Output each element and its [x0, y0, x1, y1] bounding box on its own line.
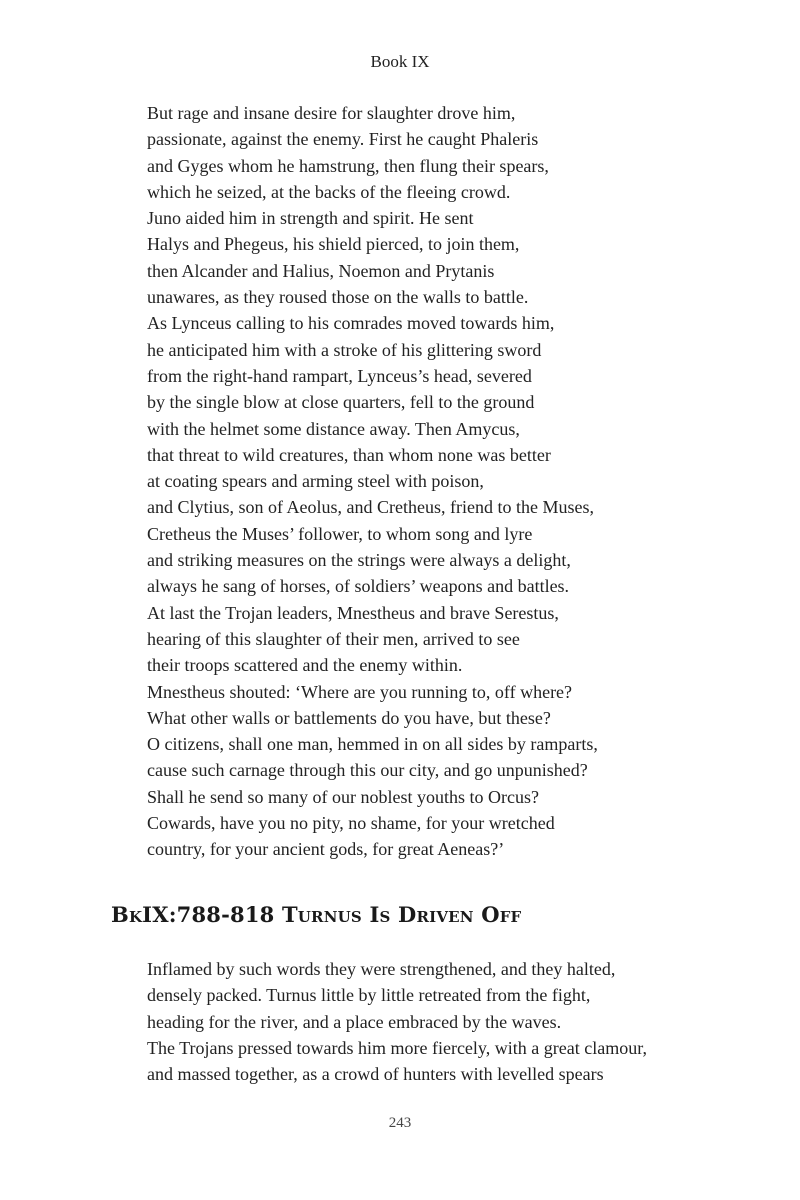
verse-passage-1: [147, 100, 598, 863]
verse-line: and Gyges whom he hamstrung, then flung their spears,: [147, 155, 549, 176]
verse-line: Halys and Phegeus, his shield pierced, to join them,: [147, 234, 520, 255]
verse-line: The Trojans pressed towards him more fiercely, with a great clamour,: [147, 1037, 647, 1058]
verse-line: But rage and insane desire for slaughter drove him,: [147, 103, 516, 123]
verse-line: and striking measures on the strings were always a delight,: [147, 550, 571, 571]
verse-line: then Alcander and Halius, Noemon and Prytanis: [147, 260, 495, 281]
running-head: Book IX: [370, 52, 430, 71]
verse-line: Juno aided him in strength and spirit. He sent: [147, 208, 474, 229]
verse-line: O citizens, shall one man, hemmed in on all sides by ramparts,: [147, 734, 598, 755]
verse-line: heading for the river, and a place embraced by the waves.: [147, 1011, 562, 1032]
verse-line: that threat to wild creatures, than whom none was better: [147, 444, 551, 465]
verse-line: their troops scattered and the enemy within.: [147, 655, 463, 676]
verse-line: At last the Trojan leaders, Mnestheus and brave Serestus,: [147, 602, 559, 623]
verse-line: at coating spears and arming steel with poison,: [147, 471, 484, 492]
verse-line: with the helmet some distance away. Then Amycus,: [147, 418, 520, 439]
verse-line: country, for your ancient gods, for great Aeneas?’: [147, 839, 505, 860]
verse-line: always he sang of horses, of soldiers’ weapons and battles.: [147, 576, 570, 597]
section-heading: BkIX:788-818 Turnus Is Driven Off: [111, 902, 522, 927]
verse-line: he anticipated him with a stroke of his glittering sword: [147, 339, 542, 360]
verse-line: unawares, as they roused those on the walls to battle.: [147, 287, 529, 308]
verse-line: Mnestheus shouted: ‘Where are you running to, off where?: [147, 681, 573, 702]
page-number: 243: [388, 1115, 412, 1131]
verse-line: As Lynceus calling to his comrades moved towards him,: [147, 313, 555, 334]
verse-line: Cowards, have you no pity, no shame, for your wretched: [147, 813, 555, 834]
verse-passage-2: [147, 956, 647, 1087]
verse-line: cause such carnage through this our city, and go unpunished?: [147, 760, 588, 781]
verse-line: Cretheus the Muses’ follower, to whom song and lyre: [147, 523, 533, 544]
verse-line: passionate, against the enemy. First he caught Phaleris: [147, 129, 539, 150]
verse-line: which he seized, at the backs of the fleeing crowd.: [147, 181, 511, 202]
verse-line: by the single blow at close quarters, fell to the ground: [147, 392, 535, 413]
verse-line: densely packed. Turnus little by little retreated from the fight,: [147, 985, 591, 1006]
verse-line: hearing of this slaughter of their men, arrived to see: [147, 628, 520, 649]
verse-line: Inflamed by such words they were strengthened, and they halted,: [147, 959, 616, 979]
verse-line: and Clytius, son of Aeolus, and Cretheus, friend to the Muses,: [147, 497, 594, 518]
verse-line: and massed together, as a crowd of hunters with levelled spears: [147, 1064, 604, 1085]
verse-line: Shall he send so many of our noblest youths to Orcus?: [147, 786, 539, 807]
verse-line: What other walls or battlements do you have, but these?: [147, 707, 551, 728]
verse-line: from the right-hand rampart, Lynceus’s head, severed: [147, 365, 532, 386]
